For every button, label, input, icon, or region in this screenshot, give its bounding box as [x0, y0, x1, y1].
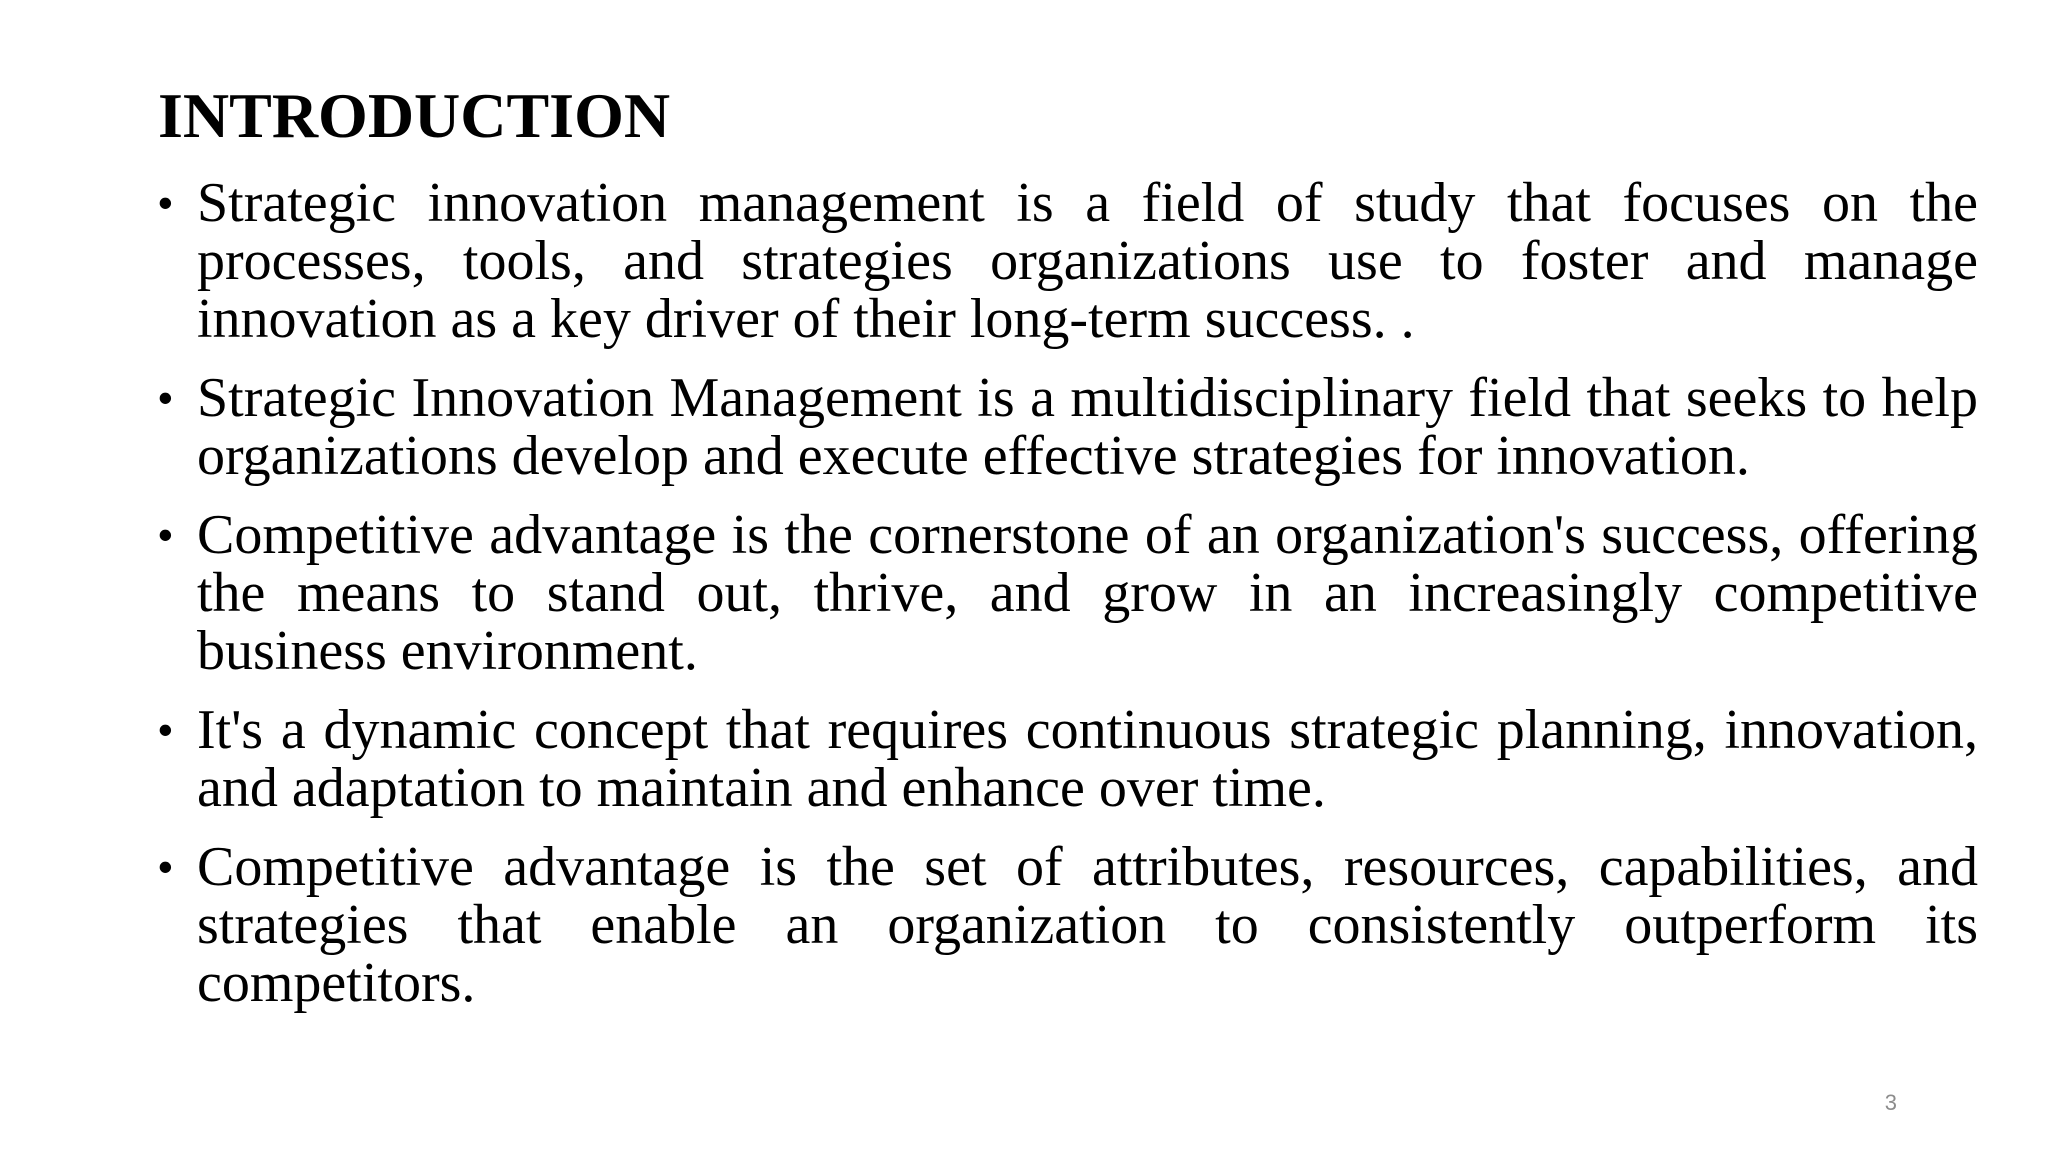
bullet-text: Strategic Innovation Management is a multidisciplinary field that seeks to help organizations develop and execute effective strategies for innovation. — [197, 367, 1978, 487]
bullet-item — [158, 369, 1978, 485]
bullet-list — [158, 174, 1978, 1033]
bullet-item — [158, 174, 1978, 348]
bullet-icon: • — [158, 179, 173, 226]
bullet-icon: • — [158, 374, 173, 421]
bullet-text: Competitive advantage is the set of attributes, resources, capabilities, and strategies that enable an organization to consistently outperform its competitors. — [197, 836, 1978, 1014]
bullet-item — [158, 701, 1978, 817]
bullet-text: Strategic innovation management is a field of study that focuses on the processes, tools, and strategies organizations use to foster and manage innovation as a key driver of their long-term success. . — [197, 172, 1978, 350]
bullet-item — [158, 838, 1978, 1012]
bullet-icon: • — [158, 706, 173, 753]
slide-title: INTRODUCTION — [158, 80, 671, 151]
bullet-text: Competitive advantage is the cornerstone of an organization's success, offering the means to stand out, thrive, and grow in an increasingly competitive business environment. — [197, 504, 1978, 682]
bullet-text: It's a dynamic concept that requires continuous strategic planning, innovation, and adaptation to maintain and enhance over time. — [197, 699, 1978, 819]
bullet-icon: • — [158, 511, 173, 558]
bullet-icon: • — [158, 843, 173, 890]
bullet-item — [158, 506, 1978, 680]
page-number: 3 — [1884, 1090, 1897, 1115]
